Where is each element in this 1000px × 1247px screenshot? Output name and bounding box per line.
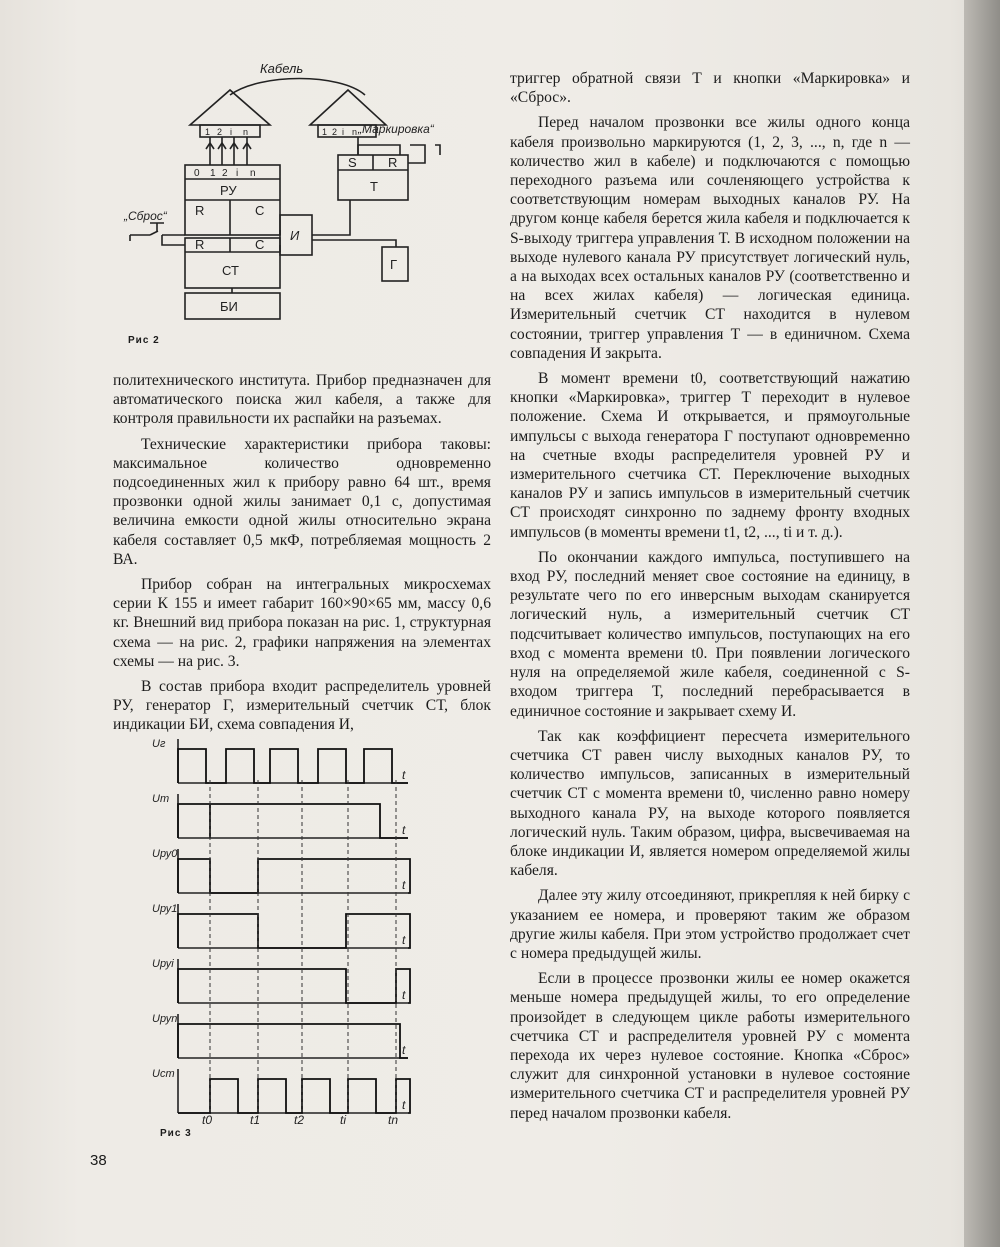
axis-t-label: t (402, 933, 406, 947)
svg-text:1: 1 (322, 127, 328, 137)
axis-t-label: t (402, 768, 406, 782)
svg-text:2: 2 (332, 127, 338, 137)
right-paragraph-6: Далее эту жилу отсоединяют, прикрепляя к ней бирку с указанием ее номера, и проверяют таким же образом другие жилы кабеля. При этом устройство продолжает счет с номера предыдущей жилы. (510, 887, 910, 962)
page-edge-shadow (964, 0, 1000, 1247)
figure-3-caption: Рис 3 (160, 1128, 192, 1139)
right-paragraph-1: триггер обратной связи Т и кнопки «Маркировка» и «Сброс». (510, 70, 910, 107)
svg-text:C: C (255, 203, 265, 218)
label-reset: „Сброс“ (124, 209, 167, 223)
svg-text:1: 1 (210, 168, 216, 179)
left-paragraph-1: политехнического института. Прибор предназначен для автоматического поиска жил кабеля, а также для контроля правильности их распайки на разъемах. (113, 372, 491, 428)
row-label: Uру0 (152, 848, 178, 860)
svg-text:n: n (352, 127, 358, 137)
row-label: Uру1 (152, 903, 178, 915)
label-ru: РУ (220, 183, 237, 198)
left-paragraph-2: Технические характеристики прибора таковы: максимальное количество одновременно подсоединенных жил к прибору равно 64 шт., время прозвонки одной жилы занимает 0,1 с, допустимая величина емкости одной жилы относительно экрана кабеля составляет 0,5 мкФ, потребляемая мощность 2 ВА. (113, 435, 491, 568)
svg-text:n: n (243, 127, 249, 137)
row-label: Uст (152, 1068, 175, 1080)
label-st: СТ (222, 263, 239, 278)
left-connector-shape (190, 90, 270, 125)
right-connector-shape (310, 90, 386, 125)
time-mark-label: ti (340, 1113, 346, 1125)
time-mark-label: t0 (202, 1113, 213, 1125)
figure-2-caption: Рис 2 (128, 335, 160, 346)
right-paragraph-4: По окончании каждого импульса, поступившего на вход РУ, последний меняет свое состояние на единицу, в результате чего по его инверсным выходам сканируется логический нуль, а измерительный счетчик СТ подсчитывает количество импульсов, поступающих на его вход с момента времени t0. При появлении логического нуля на определяемой жиле кабеля, соединенной с S-входом триггера Т, последний перебрасывается в единичное состояние и закрывает схему И. (510, 548, 910, 720)
right-paragraph-5: Так как коэффициент пересчета измерительного счетчика СТ равен числу выходных каналов РУ, то количество импульсов, записанных в измерительный счетчик СТ с момента времени t0, численно равно номеру выходного канала РУ, на выходе которого появляется логический нуль. Таким образом, цифра, высвечиваемая на блоке индикации И, является номером определяемой жилы кабеля. (510, 727, 910, 880)
row-waveform (178, 859, 410, 893)
figure-2-schematic (110, 55, 490, 330)
time-mark-label: tn (388, 1113, 399, 1125)
svg-text:i: i (342, 127, 344, 137)
label-marking: „Маркировка“ (358, 122, 434, 136)
row-label: Uт (152, 793, 170, 805)
figure-3-timing-diagram (150, 720, 420, 1125)
left-paragraph-3: Прибор собран на интегральных микросхемах серии К 155 и имеет габарит 160×90×65 мм, массу 0,6 кг. Внешний вид прибора показан на рис. 1, структурная схема — на рис. 2, графики напряжения на элементах схемы — на рис. 3. (113, 576, 491, 670)
page-number: 38 (90, 1152, 107, 1169)
svg-text:R: R (388, 155, 398, 170)
left-text-column (113, 371, 491, 741)
axis-t-label: t (402, 1043, 406, 1057)
svg-text:2: 2 (222, 168, 228, 179)
axis-t-label: t (402, 1098, 406, 1112)
row-label: Uг (152, 738, 166, 750)
row-waveform (178, 804, 408, 838)
time-mark-label: t1 (250, 1113, 261, 1125)
svg-text:R: R (195, 203, 205, 218)
svg-text:2: 2 (217, 127, 223, 137)
row-waveform (178, 969, 410, 1003)
row-waveform (178, 749, 408, 783)
right-paragraph-3: В момент времени t0, соответствующий нажатию кнопки «Маркировка», триггер Т переходит в нулевое положение. Схема И открывается, и прямоугольные импульсы с выхода генератора Г поступают одновременно на счетные входы распределителя уровней РУ и измерительного счетчика СТ. Переключение выходных каналов РУ и запись импульсов в измерительный счетчик СТ происходят синхронно по заднему фронту входных импульсов (в моменты времени t1, t2, ..., ti и т. д.). (510, 370, 910, 541)
label-and: И (290, 228, 300, 243)
svg-text:i: i (230, 127, 232, 137)
svg-text:n: n (250, 168, 256, 179)
axis-t-label: t (402, 823, 406, 837)
svg-text:1: 1 (205, 127, 211, 137)
right-paragraph-7: Если в процессе прозвонки жилы ее номер окажется меньше номера предыдущей жилы, то его определение произойдет в следующем цикле работы измерительного счетчика СТ и распределителя уровней РУ с момента перехода их через нулевое состояние. Кнопка «Сброс» служит для синхронной установки в нулевое состояние измерительного счетчика СТ и распределителя уровней РУ перед началом прозвонки кабеля. (510, 970, 910, 1122)
label-gen: Г (390, 257, 398, 272)
svg-text:S: S (348, 155, 357, 170)
row-waveform (178, 914, 410, 948)
label-bi: БИ (220, 299, 238, 314)
row-label: Uруi (152, 958, 174, 970)
svg-text:i: i (236, 168, 239, 179)
svg-text:0: 0 (194, 168, 200, 179)
axis-t-label: t (402, 878, 406, 892)
time-mark-label: t2 (294, 1113, 305, 1125)
svg-text:C: C (255, 237, 265, 252)
right-text-column (510, 69, 910, 1129)
right-paragraph-2: Перед началом прозвонки все жилы одного конца кабеля произвольно маркируются (1, 2, 3, ..., n, где n — количество жил в кабеле) и подключаются с помощью переходного разъема или сочленяющего устройства к соответствующим номерам выходных каналов РУ. На другом конце кабеля берется жила кабеля и подключается к S-выходу триггера управления Т. В исходном положении на выходе нулевого канала РУ присутствует логический нуль, а на выходах всех остальных каналов РУ (соответственно и на всех жилах кабеля) — логическая единица. Измерительный счетчик СТ находится в нулевом состоянии, триггер управления Т — в единичном. Схема совпадения И закрыта. (510, 114, 910, 362)
svg-text:R: R (195, 237, 205, 252)
left-paragraph-4: В состав прибора входит распределитель уровней РУ, генератор Г, измерительный счетчик СТ, блок индикации БИ, схема совпадения И, (113, 678, 491, 734)
row-waveform (178, 1079, 410, 1113)
axis-t-label: t (402, 988, 406, 1002)
label-t: Т (370, 179, 378, 194)
row-label: Uруn (152, 1013, 178, 1025)
label-cable: Кабель (260, 61, 304, 76)
row-waveform (178, 1024, 408, 1058)
